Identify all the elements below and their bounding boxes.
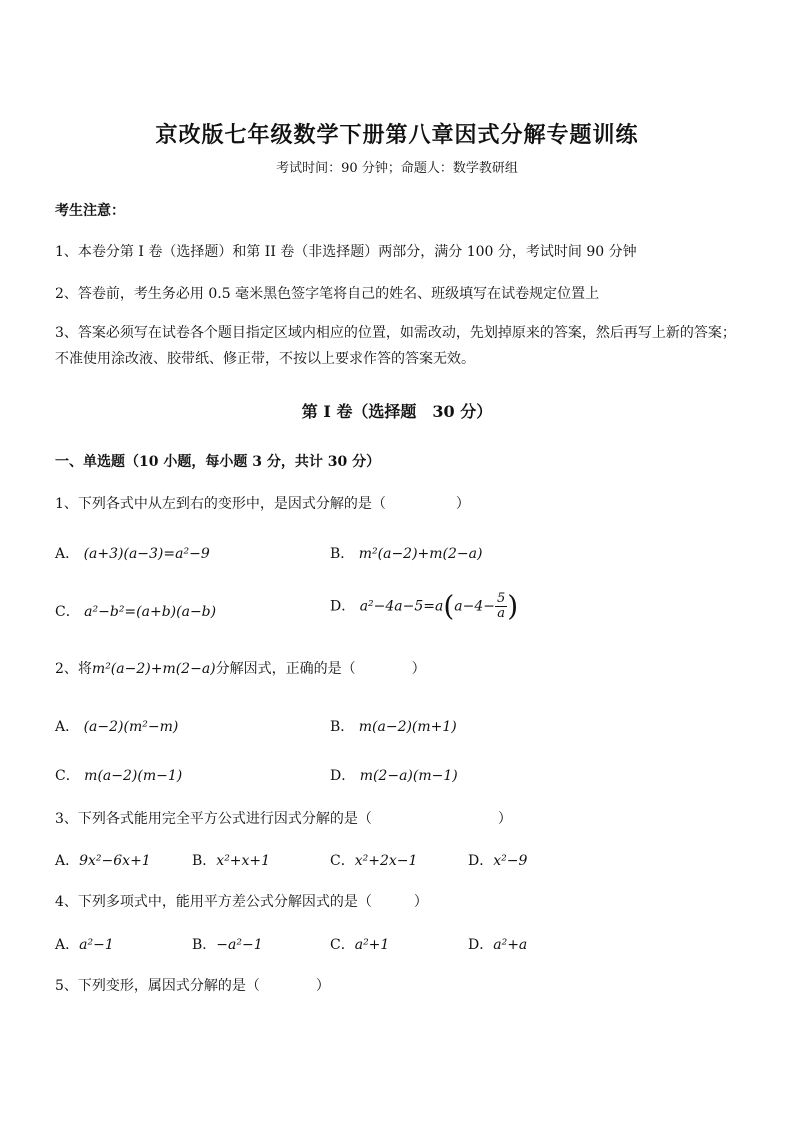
option-text: (a−2)(m²−m) — [83, 719, 179, 735]
question-2-option-c[interactable] — [55, 765, 182, 785]
option-label: D． — [330, 598, 356, 615]
question-1-option-c[interactable] — [55, 601, 216, 621]
question-3-stem: 3、下列各式能用完全平方公式进行因式分解的是（ ） — [55, 811, 512, 827]
question-1-option-a[interactable] — [55, 543, 210, 563]
option-label: A． — [55, 937, 80, 953]
option-text: m(a−2)(m−1) — [84, 768, 183, 784]
notice-heading: 考生注意： — [55, 203, 125, 219]
option-text: a²+1 — [354, 937, 390, 953]
question-2-option-d[interactable] — [330, 765, 458, 785]
option-text: x²+x+1 — [216, 853, 271, 869]
option-text: m²(a−2)+m(2−a) — [358, 546, 483, 562]
option-label: B． — [330, 719, 355, 735]
stem-post: 分解因式，正确的是（ ） — [215, 661, 426, 677]
question-1-option-d[interactable] — [330, 589, 519, 623]
option-text: a²−b²=(a+b)(a−b) — [84, 604, 217, 620]
option-label: C． — [55, 768, 80, 784]
question-2-option-a[interactable] — [55, 716, 178, 736]
question-2-option-b[interactable] — [330, 716, 457, 736]
option-text: m(a−2)(m+1) — [358, 719, 457, 735]
option-label: B． — [330, 546, 355, 562]
option-label: C． — [55, 604, 80, 620]
question-1-option-b[interactable] — [330, 543, 482, 563]
notice-item: 3、答案必须写在试卷各个题目指定区域内相应的位置，如需改动，先划掉原来的答案，然后再写上新的答案；不准使用涂改液、胶带纸、修正带，不按以上要求作答的答案无效。 — [55, 325, 736, 367]
option-label: D． — [468, 937, 494, 953]
page-title: 京改版七年级数学下册第八章因式分解专题训练 — [155, 122, 639, 148]
notice-item: 1、本卷分第 I 卷（选择题）和第 II 卷（非选择题）两部分，满分 100 分，考试时间 90 分钟 — [55, 244, 637, 260]
option-label: C． — [330, 853, 355, 869]
option-label: B． — [192, 853, 217, 869]
question-1-stem: 1、下列各式中从左到右的变形中，是因式分解的是（ ） — [55, 496, 470, 512]
fraction-numerator: 5 — [497, 591, 506, 606]
question-4-stem: 4、下列多项式中，能用平方差公式分解因式的是（ ） — [55, 894, 428, 910]
option-text: x²−9 — [493, 853, 528, 869]
option-text: 9x²−6x+1 — [79, 853, 151, 869]
right-paren: ) — [507, 589, 519, 623]
option-text-mid: a−4− — [454, 598, 496, 615]
option-label: B． — [192, 937, 217, 953]
question-3-option-c[interactable] — [330, 850, 417, 870]
option-text: a²−1 — [79, 937, 114, 953]
option-text: (a+3)(a−3)=a²−9 — [83, 546, 210, 562]
question-4-option-a[interactable] — [55, 934, 114, 954]
option-label: D． — [468, 853, 494, 869]
option-label: D． — [330, 768, 356, 784]
stem-math: m²(a−2)+m(2−a) — [91, 661, 216, 677]
fraction-denominator: a — [497, 606, 506, 621]
option-label: A． — [55, 853, 80, 869]
section-title: 第 I 卷（选择题 30 分） — [301, 402, 493, 421]
notice-item: 2、答卷前，考生务必用 0.5 毫米黑色签字笔将自己的姓名、班级填写在试卷规定位置上 — [55, 286, 600, 302]
question-5-stem: 5、下列变形，属因式分解的是（ ） — [55, 978, 330, 994]
question-3-option-b[interactable] — [192, 850, 270, 870]
option-text: x²+2x−1 — [354, 853, 418, 869]
option-text: m(2−a)(m−1) — [359, 768, 458, 784]
question-3-option-a[interactable] — [55, 850, 151, 870]
question-4-option-b[interactable] — [192, 934, 263, 954]
option-text: a²+a — [493, 937, 528, 953]
option-text-pre: a²−4a−5=a — [359, 598, 444, 615]
stem-pre: 2、将 — [55, 661, 92, 677]
option-label: C． — [330, 937, 355, 953]
option-text: −a²−1 — [216, 937, 263, 953]
option-label: A． — [55, 546, 80, 562]
question-4-option-c[interactable] — [330, 934, 389, 954]
left-paren: ( — [443, 589, 455, 623]
question-4-option-d[interactable] — [468, 934, 527, 954]
option-label: A． — [55, 719, 80, 735]
question-2-stem — [55, 658, 426, 678]
part-heading: 一、单选题（10 小题，每小题 3 分，共计 30 分） — [55, 454, 381, 470]
question-3-option-d[interactable] — [468, 850, 527, 870]
exam-info: 考试时间：90 分钟；命题人：数学教研组 — [276, 161, 518, 176]
fraction — [495, 592, 507, 621]
